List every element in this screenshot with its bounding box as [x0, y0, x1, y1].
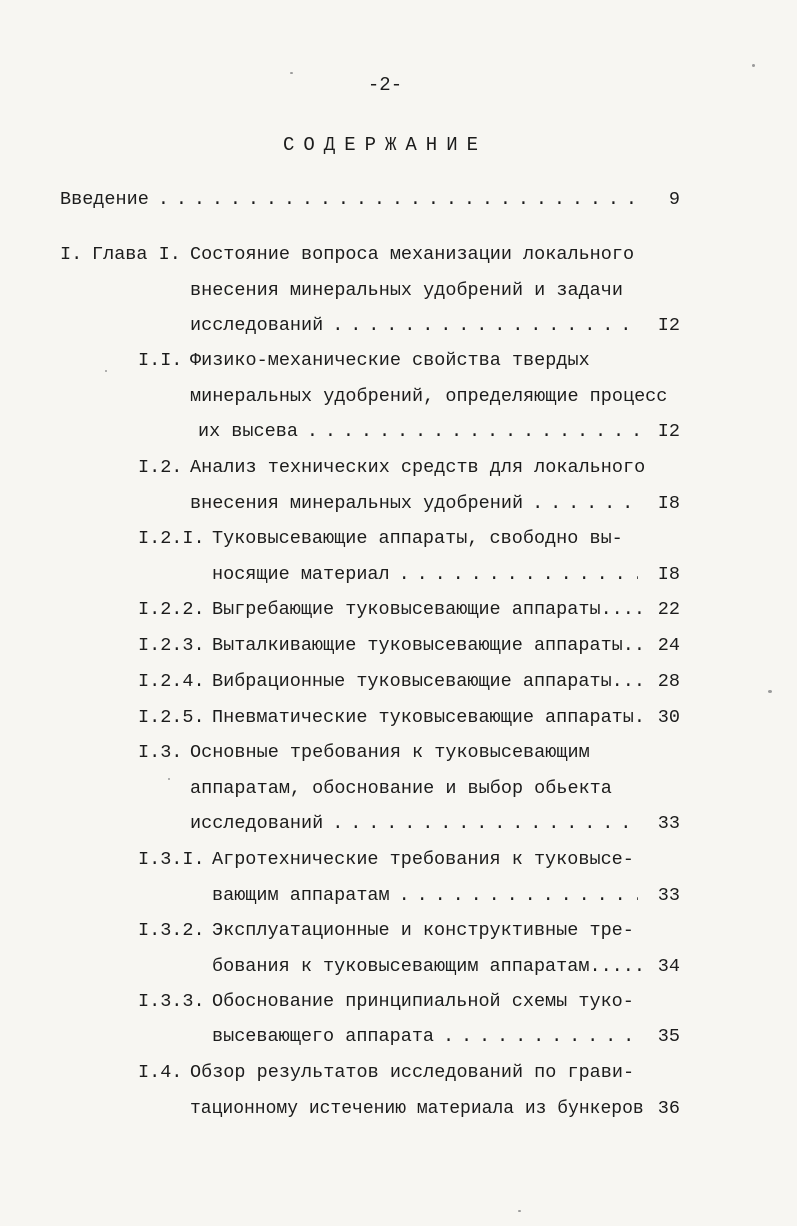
toc-chapter-page: I2 [657, 315, 680, 336]
toc-entry-number: I.2.5. [138, 707, 205, 728]
toc-entry-line: Основные требования к туковысевающим [190, 742, 590, 763]
scan-speck [105, 370, 107, 372]
toc-intro-label: Введение . . . [60, 187, 638, 213]
scan-speck [768, 690, 772, 693]
toc-entry-number: I.2.I. [138, 528, 205, 549]
toc-entry-page: I2 [657, 421, 680, 442]
toc-entry-number: I.3.I. [138, 849, 205, 870]
toc-chapter-line: исследований . . . [190, 313, 638, 339]
toc-entry-line: исследований . . . [190, 811, 638, 837]
toc-chapter-line: Состояние вопроса механизации локального [190, 244, 635, 265]
toc-entry-number: I.2.2. [138, 599, 205, 620]
toc-entry-line: Вибрационные туковысевающие аппараты... [212, 671, 645, 692]
page-title: СОДЕРЖАНИЕ [282, 134, 488, 156]
toc-entry-number: I.4. [138, 1062, 183, 1083]
toc-entry-line: Выталкивающие туковысевающие аппараты.. [212, 635, 645, 656]
toc-entry-number: I.3.2. [138, 920, 205, 941]
toc-entry-line: Выгребающие туковысевающие аппараты.... [212, 599, 645, 620]
toc-entry-number: I.I. [138, 350, 183, 371]
toc-entry-line: вающим аппаратам . . . [212, 883, 638, 909]
toc-entry-line: их высева . . . [198, 419, 638, 445]
toc-entry-line: высевающего аппарата . . . [212, 1024, 638, 1050]
toc-entry-page: 30 [657, 707, 680, 728]
toc-entry-number: I.3. [138, 742, 183, 763]
toc-entry-number: I.3.3. [138, 991, 205, 1012]
toc-entry-line: тационному истечению материала из бункеров [190, 1099, 644, 1119]
toc-entry-page: 28 [657, 671, 680, 692]
toc-entry-line: аппаратам, обоснование и выбор обьекта [190, 778, 612, 799]
toc-intro-page: 9 [668, 189, 680, 210]
toc-entry-page: 24 [657, 635, 680, 656]
toc-entry-page: 22 [657, 599, 680, 620]
toc-entry-line: Эксплуатационные и конструктивные тре- [212, 920, 634, 941]
toc-entry-page: 35 [657, 1026, 680, 1047]
toc-entry-page: 33 [657, 813, 680, 834]
toc-entry-line: Анализ технических средств для локального [190, 457, 646, 478]
toc-entry-page: I8 [657, 564, 680, 585]
toc-entry-line: минеральных удобрений, определяющие процесс [190, 386, 668, 407]
toc-chapter-label: Глава I. [92, 244, 181, 265]
scan-speck [752, 64, 755, 67]
toc-entry-line: внесения минеральных удобрений . . . [190, 491, 638, 517]
scan-speck [518, 1210, 521, 1212]
scan-speck [168, 778, 170, 780]
page-number: -2- [367, 74, 403, 96]
toc-entry-number: I.2. [138, 457, 183, 478]
toc-entry-page: I8 [657, 493, 680, 514]
toc-entry-page: 33 [657, 885, 680, 906]
toc-entry-number: I.2.4. [138, 671, 205, 692]
toc-entry-line: носящие материал . . . [212, 562, 638, 588]
scan-speck [290, 72, 293, 74]
toc-chapter-number: I. [60, 244, 83, 265]
toc-entry-page: 36 [657, 1098, 680, 1119]
toc-entry-page: 34 [657, 956, 680, 977]
toc-entry-number: I.2.3. [138, 635, 205, 656]
toc-entry-line: Пневматические туковысевающие аппараты. [212, 707, 645, 728]
toc-entry-line: Туковысевающие аппараты, свободно вы- [212, 528, 623, 549]
toc-entry-line: Агротехнические требования к туковысе- [212, 849, 634, 870]
toc-entry-line: Физико-механические свойства твердых [190, 350, 590, 371]
toc-entry-line: Обоснование принципиальной схемы туко- [212, 991, 634, 1012]
toc-chapter-line: внесения минеральных удобрений и задачи [190, 280, 623, 301]
toc-entry-line: Обзор результатов исследований по грави- [190, 1062, 635, 1083]
toc-entry-line: бования к туковысевающим аппаратам..... [212, 956, 645, 977]
